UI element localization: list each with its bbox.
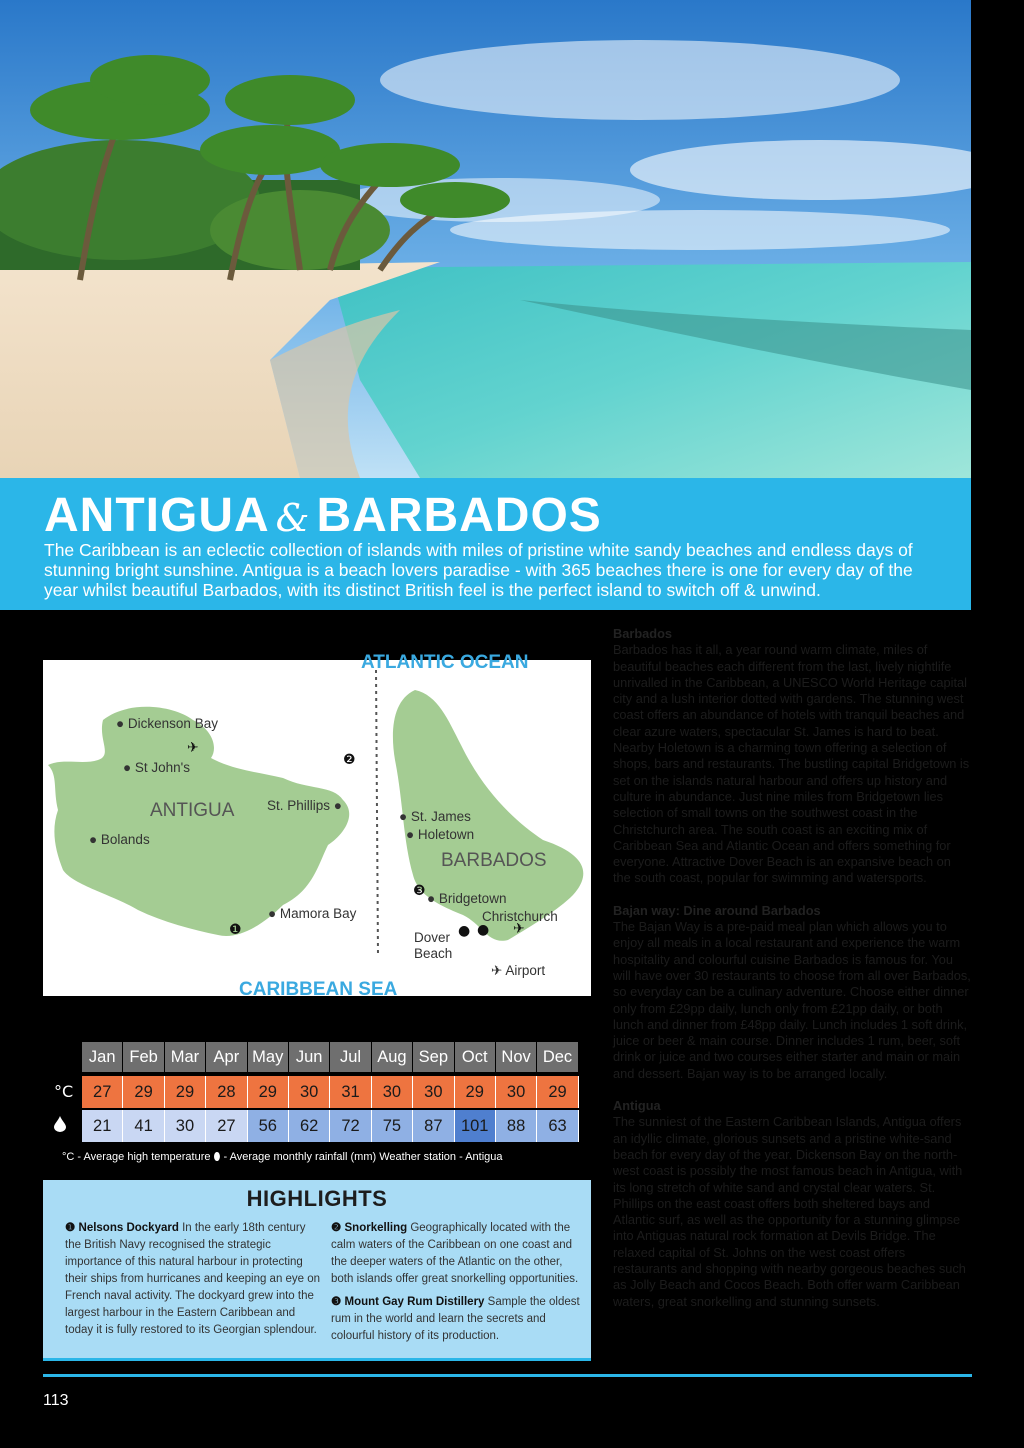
month-cell: Jun xyxy=(289,1042,330,1072)
map-place-bridgetown: ● Bridgetown xyxy=(427,891,507,906)
airport-legend: ✈ Airport xyxy=(491,963,546,978)
highlights-box xyxy=(43,1180,591,1358)
months-row xyxy=(82,1042,579,1072)
title-barbados: BARBADOS xyxy=(316,489,602,542)
bajan-section xyxy=(613,903,971,1082)
month-cell: Nov xyxy=(496,1042,537,1072)
barbados-heading: Barbados xyxy=(613,626,673,641)
caribbean-sea-label: CARIBBEAN SEA xyxy=(239,979,398,1000)
climate-footnote: °C - Average high temperature ⬮ - Average monthly rainfall (mm) Weather station - Antigua xyxy=(62,1151,503,1163)
month-cell: May xyxy=(248,1042,289,1072)
month-cell: Aug xyxy=(372,1042,413,1072)
month-cell: Apr xyxy=(206,1042,247,1072)
map-place-st-phillips: St. Phillips ● xyxy=(267,798,342,813)
page-title xyxy=(44,488,602,546)
divider-rule xyxy=(43,1358,591,1361)
temperature-cell: 29 xyxy=(248,1076,289,1108)
map-dot-christchurch: ● xyxy=(477,922,490,938)
antigua-airport-icon: ✈ xyxy=(187,740,199,756)
map-marker-2: ❷ xyxy=(343,752,356,768)
raindrop-icon xyxy=(54,1116,66,1136)
map-place-bolands: ● Bolands xyxy=(89,832,150,847)
highlight-item: ❸ Mount Gay Rum Distillery Sample the oldest rum in the world and learn the secrets and colourful history of its production. xyxy=(331,1296,580,1342)
rainfall-cell: 72 xyxy=(330,1110,371,1142)
rainfall-cell: 62 xyxy=(289,1110,330,1142)
rainfall-cell: 63 xyxy=(537,1110,578,1142)
map-place-christchurch: Christchurch xyxy=(482,909,558,924)
map-place-st-johns: ● St John's xyxy=(123,760,191,775)
month-cell: Sep xyxy=(413,1042,454,1072)
temperature-cell: 30 xyxy=(289,1076,330,1108)
rainfall-cell: 21 xyxy=(82,1110,123,1142)
map-place-mamora-bay: ● Mamora Bay xyxy=(268,906,357,921)
temperature-cell: 29 xyxy=(455,1076,496,1108)
highlights-col-2 xyxy=(331,1220,583,1351)
month-cell: Oct xyxy=(455,1042,496,1072)
airport-legend-icon: ✈ xyxy=(491,963,503,978)
rainfall-cell: 27 xyxy=(206,1110,247,1142)
map-place-dickenson-bay: ● Dickenson Bay xyxy=(116,716,218,731)
barbados-label: BARBADOS xyxy=(441,850,547,871)
page-number: 113 xyxy=(43,1392,69,1409)
rainfall-cell: 56 xyxy=(248,1110,289,1142)
barbados-text: Barbados has it all, a year round warm climate, miles of beautiful beaches each different from the last, lively nightlife unrivalled in the Caribbean, a UNESCO World Heritage capital city and a lush interior dotted with gardens. The stunning west coast offers an abundance of hotels with tranquil beaches and clear azure waters, spectacular St. James is hard to beat. Nearby Holetown is a charming town offering a selection of shops, bars and restaurants. The bustling capital Bridgetown is set on the islands natural harbour and offers up history and culture in abundance. Just nine miles from Bridgetown lies selection of small towns on the southwest coast in the Christchurch area. The south coast is an exciting mix of Caribbean Sea and Atlantic Ocean and offers something for everyone. Attractive Dover Beach is an expansive beach on the south coast, popular for swimming and watersports. xyxy=(613,642,970,886)
month-cell: Dec xyxy=(537,1042,578,1072)
antigua-text: The sunniest of the Eastern Caribbean Islands, Antigua offers an idyllic climate, glorious sunsets and a pristine white-sand beach for every day of the year. Dickenson Bay on the north-west coast is possibly the most famous beach in Antigua, with its long stretch of white sand and crystal clear waters. St. Phillips on the east coast offers both sheltered bays and Atlantic surf, as well as the opportunity for a stunning glimpse into Antiguas natural rock formation at Devils Bridge. The relaxed capital of St. Johns on the west coast offers restaurants and shopping with nearby gorgeous beaches such as Jolly Beach and Cocos Beach. Both offer warm Caribbean waters, great snorkelling and stunning sunsets. xyxy=(613,1114,966,1309)
map-place-st-james: ● St. James xyxy=(399,809,471,824)
temperature-cell: 30 xyxy=(496,1076,537,1108)
barbados-section xyxy=(613,626,971,887)
month-cell: Mar xyxy=(165,1042,206,1072)
highlights-title: HIGHLIGHTS xyxy=(246,1186,388,1211)
antigua-heading: Antigua xyxy=(613,1098,661,1114)
temperature-cell: 28 xyxy=(206,1076,247,1108)
temperature-cell: 30 xyxy=(413,1076,454,1108)
islands-map xyxy=(43,652,591,1000)
atlantic-ocean-label: ATLANTIC OCEAN xyxy=(361,652,529,673)
body-text-column xyxy=(613,626,971,1326)
temperature-row xyxy=(82,1076,579,1108)
rainfall-cell: 101 xyxy=(455,1110,496,1142)
temperature-cell: 29 xyxy=(123,1076,164,1108)
barbados-airport-icon: ✈ xyxy=(513,921,525,937)
temperature-cell: 31 xyxy=(330,1076,371,1108)
month-cell: Jul xyxy=(330,1042,371,1072)
month-cell: Feb xyxy=(123,1042,164,1072)
rainfall-cell: 30 xyxy=(165,1110,206,1142)
map-dot-dover: ● xyxy=(458,923,471,939)
temperature-cell: 29 xyxy=(165,1076,206,1108)
rainfall-cell: 41 xyxy=(123,1110,164,1142)
title-band xyxy=(0,478,971,610)
map-svg xyxy=(43,660,591,996)
title-ampersand: & xyxy=(275,496,311,540)
antigua-section xyxy=(613,1098,971,1310)
highlight-item: ❶ Nelsons Dockyard In the early 18th century the British Navy recognised the strategic importance of this natural harbour in protecting their ships from hurricanes and keeping an eye on French naval activity. The dockyard grew into the largest harbour in the Eastern Caribbean and today it is fully restored to its Georgian splendour. xyxy=(65,1222,321,1336)
antigua-label: ANTIGUA xyxy=(150,800,235,821)
month-cell: Jan xyxy=(82,1042,123,1072)
map-place-dover-beach: Dover Beach xyxy=(414,930,453,961)
title-antigua: ANTIGUA xyxy=(44,489,270,542)
temperature-row-label: °C xyxy=(54,1082,74,1101)
map-place-holetown: ● Holetown xyxy=(406,827,475,842)
temperature-cell: 29 xyxy=(537,1076,578,1108)
bajan-heading: Bajan way: Dine around Barbados xyxy=(613,902,821,918)
highlight-item: ❷ Snorkelling Geographically located with the calm waters of the Caribbean on one coast and the deeper waters of the Atlantic on the other, both islands offer great snorkelling opportunities. xyxy=(331,1222,579,1285)
rainfall-cell: 75 xyxy=(372,1110,413,1142)
map-marker-3: ❸ xyxy=(413,883,426,899)
map-marker-1: ❶ xyxy=(229,922,242,938)
rainfall-cell: 88 xyxy=(496,1110,537,1142)
intro-text: The Caribbean is an eclectic collection of islands with miles of pristine white sandy beaches and endless days of stunning bright sunshine. Antigua is a beach lovers paradise - with 365 beaches there is one for every day of the year whilst beautiful Barbados, with its distinct British feel is the perfect island to switch off & unwind. xyxy=(44,540,913,600)
highlights-col-1 xyxy=(65,1220,321,1345)
climate-table xyxy=(50,1028,576,1143)
temperature-cell: 27 xyxy=(82,1076,123,1108)
hero-beach-image xyxy=(0,0,971,478)
temperature-cell: 30 xyxy=(372,1076,413,1108)
rainfall-row xyxy=(82,1110,579,1142)
rainfall-cell: 87 xyxy=(413,1110,454,1142)
bajan-text: The Bajan Way is a pre-paid meal plan which allows you to enjoy all meals in a local restaurant and experience the warm hospitality and colourful cuisine Barbados is famous for. You will have over 30 restaurants to choose from all over Barbados, so everyday can be a culinary adventure. Choose either dinner only from £29pp daily, lunch only from £21pp daily, or both lunch and dinner from £48pp daily. Lunch includes 1 soft drink, juice or beer & main course. Dinner includes 1 rum, beer, soft drink or juice and two courses either starter and main or main and dessert. Bajan way is to be arranged locally. xyxy=(613,919,971,1081)
footer-rule xyxy=(43,1374,972,1377)
